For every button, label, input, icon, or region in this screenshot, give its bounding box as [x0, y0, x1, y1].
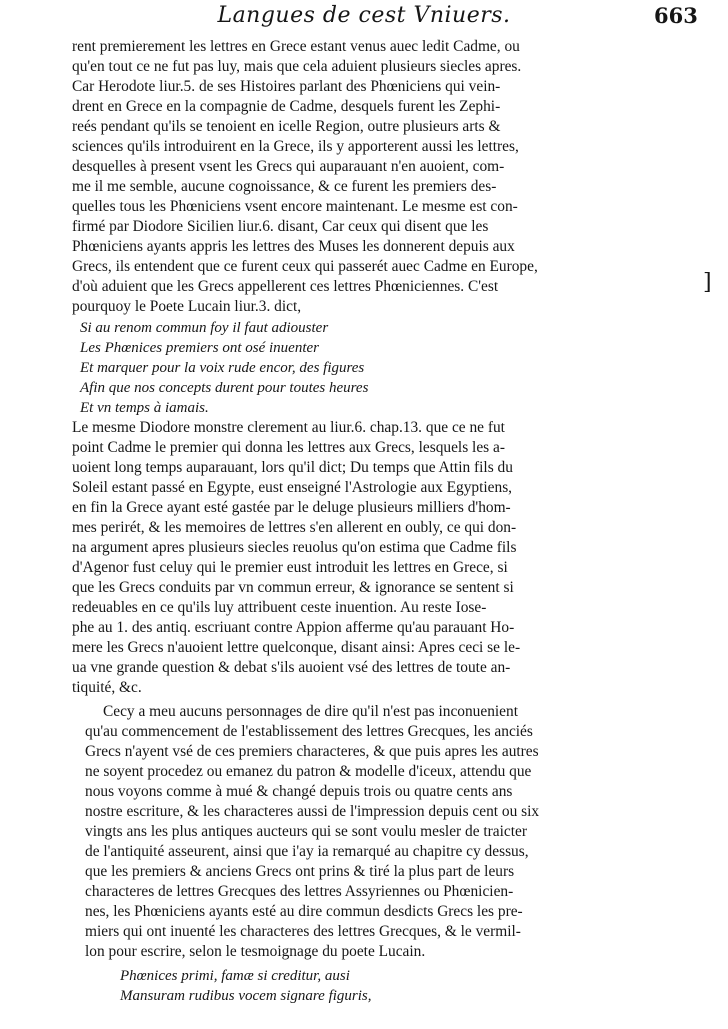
text-line: point Cadme le premier qui donna les lettres aux Grecs, lesquels les a- — [72, 439, 505, 456]
text-line: Cecy a meu aucuns personnages de dire qu'il n'est pas inconuenient — [103, 703, 518, 720]
text-line: que les premiers & anciens Grecs ont prins & tiré la plus part de leurs — [85, 863, 515, 880]
verse-line: Phœnices primi, famæ si creditur, ausi — [120, 968, 350, 984]
text-line: Soleil estant passé en Egypte, eust enseigné l'Astrologie aux Egyptiens, — [72, 479, 513, 496]
text-line: que les Grecs conduits par vn commun erreur, & ignorance se sentent si — [72, 579, 514, 596]
text-line: ua vne grande question & debat s'ils auoient vsé des lettres de toute an- — [72, 659, 511, 676]
text-line: tiquité, &c. — [72, 679, 142, 696]
text-line: redeuables en ce qu'ils luy attribuent ceste inuention. Au reste Iose- — [72, 599, 487, 616]
page-number: 663 — [654, 3, 698, 28]
text-line: uoient long temps auparauant, lors qu'il dict; Du temps que Attin fils du — [72, 459, 513, 476]
verse-line: Et vn temps à iamais. — [80, 400, 209, 416]
text-line: d'où aduient que les Grecs appellerent ces lettres Phœniciennes. C'est — [72, 278, 499, 295]
text-line: de l'antiquité asseurent, ainsi que i'ay ia remarqué au chapitre cy dessus, — [85, 843, 529, 860]
text-line: na argument apres plusieurs siecles reuolus qu'on estima que Cadme fils — [72, 539, 517, 556]
text-line: miers qui ont inuenté les characteres des lettres Grecques, & le vermil- — [85, 923, 521, 940]
text-line: sciences qu'ils introduirent en la Grece, ils y apporterent aussi les lettres, — [72, 138, 519, 155]
text-line: nes, les Phœniciens ayants esté au dire commun desdicts Grecs les pre- — [85, 903, 523, 920]
text-line: mere les Grecs n'auoient lettre quelconque, disant ainsi: Apres ceci se le- — [72, 639, 521, 656]
verse-line: Si au renom commun foy il faut adiouster — [80, 320, 329, 336]
text-line: pourquoy le Poete Lucain liur.3. dict, — [72, 298, 302, 315]
text-line: vingts ans les plus antiques aucteurs qui se sont voulu mesler de traicter — [85, 823, 527, 840]
running-title: Langues de cest Vniuers. — [217, 3, 511, 28]
text-line: nous voyons comme à mué & changé depuis trois ou quatre cents ans — [85, 783, 513, 800]
text-line: Phœniciens ayants appris les lettres des Muses les donnerent depuis aux — [72, 238, 515, 255]
text-line: qu'en tout ce ne fut pas luy, mais que cela aduient plusieurs siecles apres. — [72, 58, 522, 75]
text-line: lon pour escrire, selon le tesmoignage du poete Lucain. — [85, 943, 426, 960]
text-line: Le mesme Diodore monstre clerement au liur.6. chap.13. que ce ne fut — [72, 419, 505, 436]
verse-line: Les Phœnices premiers ont osé inuenter — [80, 340, 319, 356]
text-line: qu'au commencement de l'establissement des lettres Grecques, les anciés — [85, 723, 533, 740]
text-line: reés pendant qu'ils se tenoient en icelle Region, outre plusieurs arts & — [72, 118, 501, 135]
text-line: Grecs, ils entendent que ce furent ceux qui passerét auec Cadme en Europe, — [72, 258, 538, 275]
text-line: mes perirét, & les memoires de lettres s'en allerent en oubly, ce qui don- — [72, 519, 517, 536]
text-line: ne soyent procedez ou emanez du patron & modelle d'iceux, attendu que — [85, 763, 532, 780]
verse-line: Mansuram rudibus vocem signare figuris, — [120, 988, 372, 1004]
text-line: Grecs n'ayent vsé de ces premiers characteres, & que puis apres les autres — [85, 743, 539, 760]
text-line: Car Herodote liur.5. de ses Histoires parlant des Phœniciens qui vein- — [72, 78, 501, 95]
verse-line: Afin que nos concepts durent pour toutes heures — [80, 380, 369, 396]
verse-line: Et marquer pour la voix rude encor, des figures — [80, 360, 365, 376]
text-line: firmé par Diodore Sicilien liur.6. disant, Car ceux qui disent que les — [72, 218, 489, 235]
text-line: phe au 1. des antiq. escriuant contre Appion afferme qu'au parauant Ho- — [72, 619, 515, 636]
text-line: me il me semble, aucune cognoissance, & ce furent les premiers des- — [72, 178, 497, 195]
text-line: en fin la Grece ayant esté gastée par le deluge plusieurs milliers d'hom- — [72, 499, 511, 516]
text-line: nostre escriture, & les characteres aussi de l'impression depuis cent ou six — [85, 803, 540, 820]
text-line: drent en Grece en la compagnie de Cadme, desquels furent les Zephi- — [72, 98, 501, 115]
text-line: quelles tous les Phœniciens vsent encore maintenant. Le mesme est con- — [72, 198, 518, 215]
margin-bracket-mark: ] — [703, 270, 712, 295]
text-line: d'Agenor fust celuy qui le premier eust introduit les lettres en Grece, si — [72, 559, 508, 576]
text-line: characteres de lettres Grecques des lettres Assyriennes ou Phœnicien- — [85, 883, 514, 900]
text-line: desquelles à present vsent les Grecs qui auparauant n'en auoient, com- — [72, 158, 505, 175]
text-line: rent premierement les lettres en Grece estant venus auec ledit Cadme, ou — [72, 38, 520, 55]
